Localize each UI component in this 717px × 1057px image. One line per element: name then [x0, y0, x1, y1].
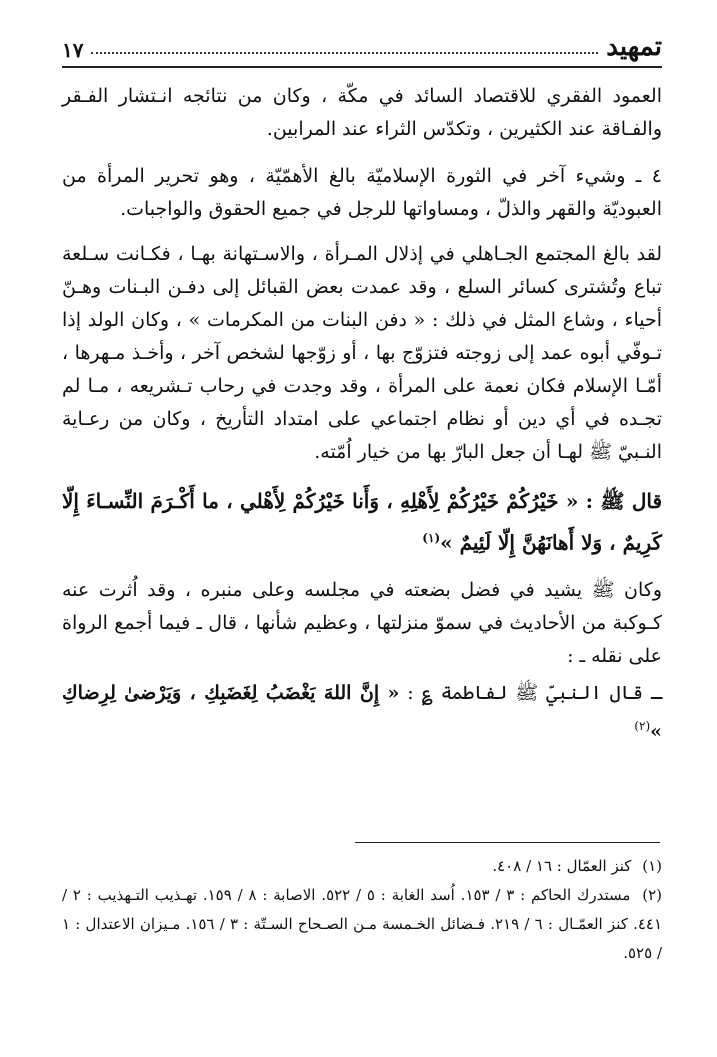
paragraph-fatima: وكان ﷺ يشيد في فضل بضعته في مجلسه وعلى منبره ، وقد اُثرت عنه كـوكبة من الأحاديث في سموّ منزلتها ، وعظيم شأنها ، قال ـ فيما أجمع الرواة على نقله ـ :	[62, 578, 663, 667]
hadith-quote-1	[62, 483, 662, 562]
hadith-1-intro: قال ﷺ :	[578, 489, 662, 513]
page-header	[62, 28, 662, 68]
hadith-quote-2	[62, 677, 662, 748]
footnote-2	[62, 881, 662, 968]
paragraph-economy: العمود الفقري للاقتصاد السائد في مكّة ، وكان من نتائجه انـتشار الفـقر والفـاقة عند الكثيرين ، وتكدّس الثراء عند المرابين.	[62, 85, 662, 140]
hadith-1-text: « خَيْرُكُمْ خَيْرُكُمْ لِأَهْلِهِ ، وَأَنا خَيْرُكُمْ لِأَهْلي ، ما أَكْـرَمَ النِّسـاءَ إِلّا كَرِيمٌ ، وَلا أَهانَهُنَّ إِلّا لَئِيمٌ »	[62, 489, 662, 555]
page-number: ١٧	[62, 38, 84, 62]
footnotes	[62, 852, 662, 968]
paragraph-jahiliyya-women: لقد بالغ المجتمع الجـاهلي في إذلال المـرأة ، والاسـتهانة بهـا ، فكـانت سـلعة تباع وتُشترى كسائر السلع ، وقد عمدت بعض القبائل إلى دفـن البـنات وهـنّ أحياء ، وشاع المثل في ذلك : « دفن البنات من المكرمات » ، وكان الولد إذا تـوفّي أبوه عمد إلى زوجته فتزوّج بها ، أو زوّجها لشخص آخر ، وأخـذ مـهرها ، أمّـا الإسلام فكان نعمة على المرأة ، وقد وجدت في رحاب تـشريعه ، مـا لم تجـده في أي دين أو نظام اجتماعي على امتداد التأريخ ، وكان من رعـاية النـبيّ ﷺ لهـا أن جعل البارّ بها من خيار اُمّته.	[62, 243, 662, 463]
footnote-separator	[355, 842, 660, 843]
footnote-1	[62, 852, 662, 881]
page	[62, 28, 662, 748]
footnote-ref-2[interactable]: (٢)	[634, 718, 651, 733]
footnote-1-text: كنز العمّال : ١٦ / ٤٠٨.	[492, 857, 632, 875]
paragraph-women-liberation: ٤ ـ وشيء آخر في الثورة الإسلاميّة بالغ الأهمّيّة ، وهو تحرير المرأة من العبوديّة والقهر والذلّ ، ومساواتها للرجل في جميع الحقوق والواجبات.	[62, 165, 662, 220]
hadith-2-intro: ـ قال النبيّ ﷺ لفاطمة ؏ :	[399, 681, 662, 704]
hadith-2-text: « إِنَّ اللهَ يَغْضَبُ لِغَضَبِكِ ، وَيَرْضىٰ لِرِضاكِ »	[62, 681, 662, 742]
footnote-ref-1[interactable]: (١)	[422, 531, 441, 545]
header-dot-leader	[91, 52, 598, 54]
book-title: تمهيد	[606, 32, 662, 62]
footnote-1-number: (١)	[642, 857, 662, 875]
footnote-2-number: (٢)	[642, 886, 663, 904]
footnote-2-text: مستدرك الحاكم : ٣ / ١٥٣. اُسد الغابة : ٥ / ٥٢٢. الاصابة : ٨ / ١٥٩. تهـذيب التـهذيب : ٢ / ٤٤١. كنز العمّـال : ٦ / ٢١٩. فـضائل الخـمسة مـن الصـحاح السـتّة : ٣ / ١٥٦. مـيزان الاعتدال : ١ / ٥٢٥.	[62, 886, 663, 962]
